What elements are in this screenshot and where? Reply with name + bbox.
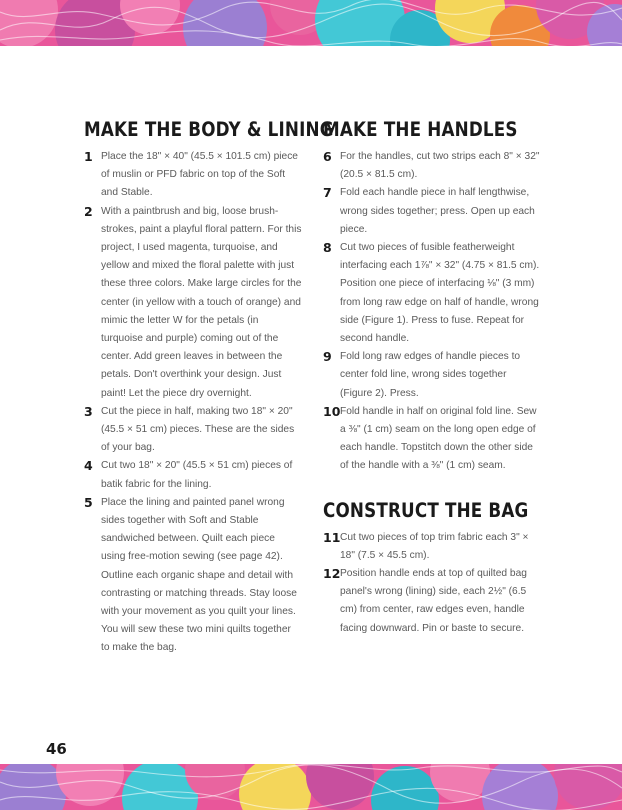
step-number: 8 xyxy=(323,240,332,256)
step-item xyxy=(84,148,302,203)
fabric-band-top xyxy=(0,0,622,46)
step-number: 9 xyxy=(323,349,332,365)
step-text: Fold each handle piece in half lengthwise, wrong sides together; press. Open up each piece. xyxy=(340,187,535,235)
quilted-fabric-image-top xyxy=(0,0,622,46)
step-text: Fold long raw edges of handle pieces to center fold line, wrong sides together (Figure 2). Press. xyxy=(340,351,521,399)
step-text: With a paintbrush and big, loose brush-strokes, paint a playful floral pattern. For this project, I used magenta, turquoise, and yellow and mixed the floral palette with just these three colors. Make large circles for the center (in yellow with a touch of orange) and mimic the letter W for the petals (in turquoise and purple) coming out of the center. Add green leaves in between the petals. Don't overthink your design. Just paint! Let the piece dry overnight. xyxy=(101,205,302,399)
step-item xyxy=(323,565,541,638)
step-item xyxy=(323,348,541,403)
step-number: 1 xyxy=(84,149,93,164)
step-item xyxy=(84,494,302,658)
step-text: For the handles, cut two strips each 8" × 32" (20.5 × 81.5 cm). xyxy=(340,151,540,181)
quilted-fabric-image-bottom xyxy=(0,764,622,810)
section-heading-construct-bag: CONSTRUCT THE BAG xyxy=(323,498,529,522)
step-item xyxy=(84,457,302,493)
step-text: Place the 18" × 40" (45.5 × 101.5 cm) piece of muslin or PFD fabric on top of the Soft and Stable. xyxy=(101,151,298,199)
step-number: 12 xyxy=(323,566,341,582)
section-heading-body-lining: MAKE THE BODY & LINING xyxy=(84,118,334,141)
step-text: Cut two pieces of fusible featherweight interfacing each 1⅞" × 32" (4.75 × 81.5 cm). Position one piece of interfacing ⅛" (3 mm) from long raw edge on half of handle, wrong side (Figure 1). Press to fuse. Repeat for second handle. xyxy=(340,242,540,345)
step-text: Position handle ends at top of quilted bag panel's wrong (lining) side, each 2½" (6.5 cm) from center, raw edges even, handle facing downward. Pin or baste to secure. xyxy=(340,568,527,634)
step-text: Fold handle in half on original fold line. Sew a ⅜" (1 cm) seam on the long open edge of each handle. Topstitch down the other side of the handle with a ⅜" (1 cm) seam. xyxy=(340,405,537,472)
page-number: 46 xyxy=(46,740,67,758)
step-text: Place the lining and painted panel wrong sides together with Soft and Stable sandwiched between. Quilt each piece using free-motion sewing (see page 42). Outline each organic shape and detail with contrasting or matching threads. Stay loose with your movement as you quilt your lines. You will sew these two mini quilts together to make the bag. xyxy=(101,496,297,654)
step-text: Cut two pieces of top trim fabric each 3" × 18" (7.5 × 45.5 cm). xyxy=(340,531,529,561)
step-item xyxy=(323,239,541,348)
step-item xyxy=(84,203,302,403)
step-item xyxy=(84,403,302,458)
right-column xyxy=(323,117,541,638)
step-item xyxy=(323,403,541,476)
step-number: 4 xyxy=(84,458,93,474)
step-number: 10 xyxy=(323,403,341,419)
step-number: 7 xyxy=(323,185,332,201)
step-item xyxy=(323,529,541,565)
section-heading-handles: MAKE THE HANDLES xyxy=(323,118,518,141)
step-text: Cut two 18" × 20" (45.5 × 51 cm) pieces of batik fabric for the lining. xyxy=(101,460,293,490)
step-item xyxy=(323,184,541,239)
step-number: 5 xyxy=(84,494,93,510)
step-number: 6 xyxy=(323,149,332,164)
fabric-band-bottom xyxy=(0,764,622,810)
step-number: 3 xyxy=(84,403,93,419)
step-item xyxy=(323,148,541,184)
step-text: Cut the piece in half, making two 18" × 20" (45.5 × 51 cm) pieces. These are the sides of your bag. xyxy=(101,405,295,454)
step-number: 2 xyxy=(84,203,93,219)
step-number: 11 xyxy=(323,529,341,545)
